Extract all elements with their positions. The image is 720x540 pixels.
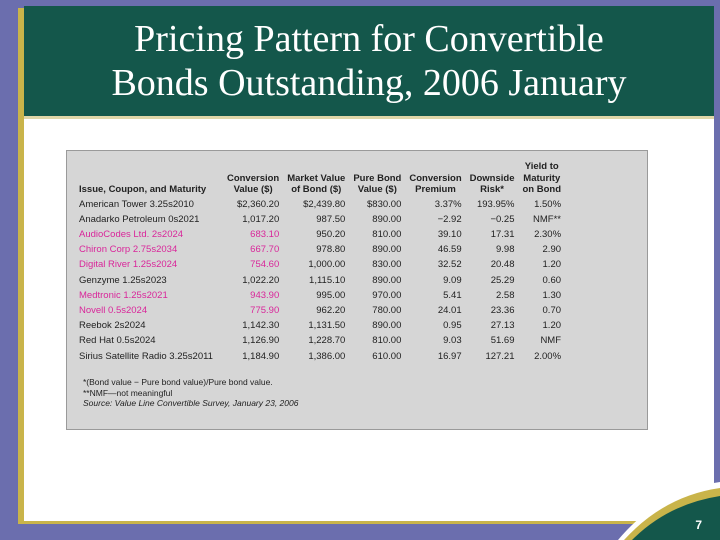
table-header-row — [79, 161, 565, 197]
cell-name: Red Hat 0.5s2024 — [79, 335, 156, 347]
cell-conv: 1,022.20 — [242, 274, 280, 286]
table-row — [79, 303, 565, 318]
table-row — [79, 318, 565, 333]
header-pure-bond-value: Pure Bond Value ($) — [353, 172, 402, 195]
header-market-value: Market Value of Bond ($) — [287, 172, 346, 195]
cell-premium: 0.95 — [443, 320, 462, 332]
cell-conv: $2,360.20 — [236, 198, 280, 210]
table-body — [79, 197, 565, 364]
header-downside-risk: Downside Risk* — [469, 172, 515, 195]
cell-ytm: 1.50% — [534, 198, 562, 210]
page-number: 7 — [695, 518, 702, 532]
cell-name: AudioCodes Ltd. 2s2024 — [79, 228, 184, 240]
cell-pure: 970.00 — [372, 289, 402, 301]
header-issue: Issue, Coupon, and Maturity — [79, 184, 207, 195]
cell-pure: 810.00 — [372, 228, 402, 240]
cell-premium: 24.01 — [437, 304, 462, 316]
cell-ytm: 1.30 — [542, 289, 562, 301]
cell-ytm: 0.60 — [542, 274, 562, 286]
table-notes — [83, 377, 298, 409]
cell-conv: 667.70 — [250, 244, 280, 256]
cell-market: 1,000.00 — [308, 259, 346, 271]
table-panel — [66, 150, 648, 430]
cell-name: Anadarko Petroleum 0s2021 — [79, 213, 200, 225]
table-row — [79, 349, 565, 364]
cell-market: 995.00 — [316, 289, 346, 301]
cell-pure: $830.00 — [367, 198, 402, 210]
cell-market: 1,386.00 — [308, 350, 346, 362]
cell-risk: 23.36 — [490, 304, 515, 316]
header-yield-to-maturity: Yield to Maturity on Bond — [522, 161, 562, 195]
cell-premium: 5.41 — [443, 289, 462, 301]
cell-pure: 810.00 — [372, 335, 402, 347]
cell-pure: 890.00 — [372, 244, 402, 256]
cell-market: 987.50 — [316, 213, 346, 225]
cell-ytm: 2.90 — [542, 244, 562, 256]
cell-name: Reebok 2s2024 — [79, 320, 146, 332]
cell-risk: 17.31 — [490, 228, 515, 240]
cell-ytm: NMF — [540, 335, 562, 347]
cell-premium: 9.09 — [443, 274, 462, 286]
header-conversion-premium: Conversion Premium — [409, 172, 462, 195]
cell-conv: 943.90 — [250, 289, 280, 301]
cell-market: $2,439.80 — [303, 198, 346, 210]
cell-risk: 25.29 — [490, 274, 515, 286]
cell-market: 962.20 — [316, 304, 346, 316]
cell-name: Genzyme 1.25s2023 — [79, 274, 167, 286]
cell-risk: 127.21 — [485, 350, 515, 362]
table-row — [79, 257, 565, 272]
table-row — [79, 212, 565, 227]
cell-conv: 1,184.90 — [242, 350, 280, 362]
note-source: Source: Value Line Convertible Survey, January 23, 2006 — [83, 398, 299, 408]
cell-risk: 9.98 — [496, 244, 515, 256]
cell-risk: 20.48 — [490, 259, 515, 271]
cell-premium: 9.03 — [443, 335, 462, 347]
cell-premium: 16.97 — [437, 350, 462, 362]
cell-premium: 46.59 — [437, 244, 462, 256]
cell-premium: 32.52 — [437, 259, 462, 271]
cell-pure: 890.00 — [372, 274, 402, 286]
slide-title: Pricing Pattern for Convertible Bonds Outstanding, 2006 January — [111, 18, 627, 104]
cell-market: 978.80 — [316, 244, 346, 256]
cell-risk: 193.95% — [476, 198, 515, 210]
cell-name: Sirius Satellite Radio 3.25s2011 — [79, 350, 213, 362]
cell-conv: 683.10 — [250, 228, 280, 240]
cell-conv: 1,017.20 — [242, 213, 280, 225]
note-downside-risk: *(Bond value − Pure bond value)/Pure bond value. — [83, 377, 273, 387]
cell-risk: 51.69 — [490, 335, 515, 347]
corner-decoration — [610, 480, 720, 540]
cell-name: Chiron Corp 2.75s2034 — [79, 244, 178, 256]
table-row — [79, 227, 565, 242]
header-conversion-value: Conversion Value ($) — [226, 172, 280, 195]
cell-name: American Tower 3.25s2010 — [79, 198, 194, 210]
cell-conv: 1,126.90 — [242, 335, 280, 347]
cell-name: Medtronic 1.25s2021 — [79, 289, 168, 301]
cell-ytm: 2.30% — [534, 228, 562, 240]
cell-name: Novell 0.5s2024 — [79, 304, 148, 316]
cell-risk: 27.13 — [490, 320, 515, 332]
cell-risk: 2.58 — [496, 289, 515, 301]
cell-name: Digital River 1.25s2024 — [79, 259, 178, 271]
table-row — [79, 333, 565, 348]
cell-ytm: 0.70 — [542, 304, 562, 316]
cell-risk: −0.25 — [490, 213, 515, 225]
cell-ytm: NMF** — [533, 213, 562, 225]
cell-conv: 775.90 — [250, 304, 280, 316]
cell-ytm: 2.00% — [534, 350, 562, 362]
cell-premium: 39.10 — [437, 228, 462, 240]
cell-premium: 3.37% — [434, 198, 462, 210]
cell-market: 1,131.50 — [308, 320, 346, 332]
convertible-bonds-table — [79, 161, 565, 364]
cell-market: 1,115.10 — [309, 274, 346, 286]
cell-market: 1,228.70 — [308, 335, 346, 347]
title-bar — [24, 6, 714, 116]
cell-pure: 890.00 — [372, 213, 402, 225]
cell-ytm: 1.20 — [542, 259, 562, 271]
cell-pure: 780.00 — [372, 304, 402, 316]
cell-pure: 890.00 — [372, 320, 402, 332]
table-row — [79, 273, 565, 288]
table-row — [79, 288, 565, 303]
cell-conv: 1,142.30 — [242, 320, 280, 332]
cell-ytm: 1.20 — [542, 320, 562, 332]
note-nmf: **NMF—not meaningful — [83, 387, 173, 398]
cell-premium: −2.92 — [437, 213, 462, 225]
cell-conv: 754.60 — [250, 259, 280, 271]
cell-market: 950.20 — [316, 228, 346, 240]
table-row — [79, 197, 565, 212]
table-row — [79, 242, 565, 257]
cell-pure: 830.00 — [372, 259, 402, 271]
cell-pure: 610.00 — [372, 350, 402, 362]
